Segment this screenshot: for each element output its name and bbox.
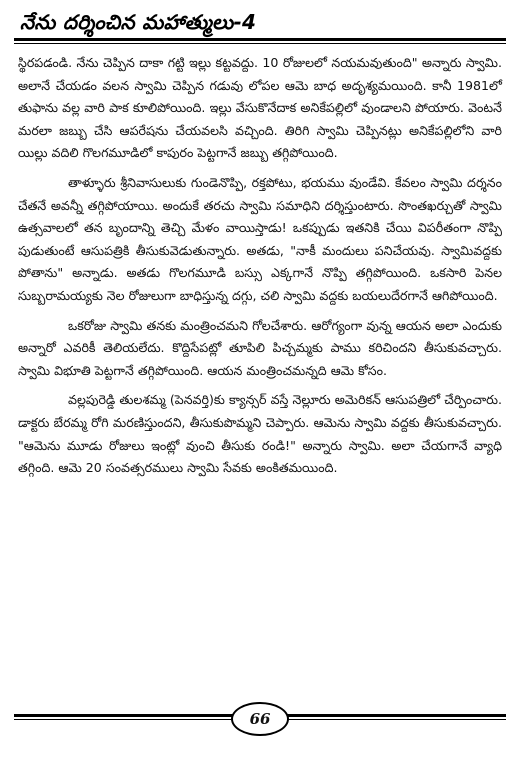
page-footer (14, 700, 506, 748)
paragraph-3: ఒకరోజు స్వామి తనకు మంత్రించమని గోలచేశారు. ఆరోగ్యంగా వున్న ఆయన అలా ఎందుకు అన్నారో ఎవరికీ తెలియలేదు. కొద్దిసేపట్లో తూపిలి పిచ్చమ్మకు పాము కరిచిందని తీసుకువచ్చారు. స్వామి విభూతి పెట్టగానే తగ్గిపోయింది. ఆయన మంత్రించమన్నది ఆమె కోసం. (18, 317, 502, 378)
paragraph-4: వల్లపురెడ్డి తులశమ్మ (పెనవర్తి)కు క్యాన్సర్ వస్తే నెల్లూరు అమెరికన్ ఆసుపత్రిలో చేర్పించారు. డాక్టరు బేరమ్మ రోగి మరణిస్తుందని, తీసుకుపొమ్మని చెప్పారు. ఆమెను స్వామి వద్దకు తీసుకువచ్చారు. "ఆమెను మూడు రోజులు ఇంట్లో వుంచి తీసుకు రండి!" అన్నారు స్వామి. అలా చేయగానే వ్యాధి తగ్గింది. ఆమె 20 సంవత్సరములు స్వామి సేవకు అంకితమయింది. (18, 392, 502, 476)
page-number: 66 (231, 702, 289, 736)
page-title: నేను దర్శించిన మహాత్ములు-4 (20, 10, 257, 34)
page-header (14, 8, 506, 42)
paragraph-2: తాళ్ళూరు శ్రీనివాసులుకు గుండెనొప్పి, రక్తపోటు, భయము వుండేవి. కేవలం స్వామి దర్శనం చేతనే అవన్నీ తగ్గిపోయాయి. అందుకే తరచు స్వామి సమాధిని దర్శిస్తుంటారు. సొంతఖర్చుతో స్వామి ఉత్సవాలలో తన బృందాన్ని తెచ్చి మేళం వాయిస్తాడు! ఒకప్పుడు ఇతనికి చేయి విపరీతంగా నొప్పి పుడుతుంటే ఆసుపత్రికి తీసుకువెడుతున్నారు. అతడు, "నాకీ మందులు పనిచేయవు. స్వామివద్దకు పోతాను" అన్నాడు. అతడు గొలగమూడి బస్సు ఎక్కగానే నొప్పి తగ్గిపోయింది. ఒకసారి పెనల సుబ్బరామయ్యకు నెల రోజులుగా బాధిస్తున్న దగ్గు, చలి స్వామి వద్దకు బయలుదేరగానే ఆగిపోయింది. (18, 174, 502, 303)
body-text (18, 52, 502, 692)
paragraph-1: స్థిరపడండి. నేను చెప్పిన దాకా గట్టి ఇల్లు కట్టవద్దు. 10 రోజులలో నయమవుతుంది" అన్నారు స్వామి. అలానే చేయడం వలన స్వామి చెప్పిన గడువు లోపల ఆమె బాధ అదృశ్యమయింది. కానీ 1981లో తుఫాను వల్ల వారి పాక కూలిపోయింది. ఇల్లు వేసుకొనేదాక అనికేపల్లిలో వుండాలని పోయారు. వెంటనే మరలా జబ్బు చేసి ఆపరేషను చేయవలసి వచ్చింది. తిరిగి స్వామి చెప్పినట్లు అనికేపల్లిలోని వారి యిల్లు వదిలి గొలగమూడిలో కాపురం పెట్టగానే జబ్బు తగ్గిపోయింది. (18, 55, 502, 161)
header-rule-thin (14, 43, 506, 44)
header-rule-thick (14, 38, 506, 41)
